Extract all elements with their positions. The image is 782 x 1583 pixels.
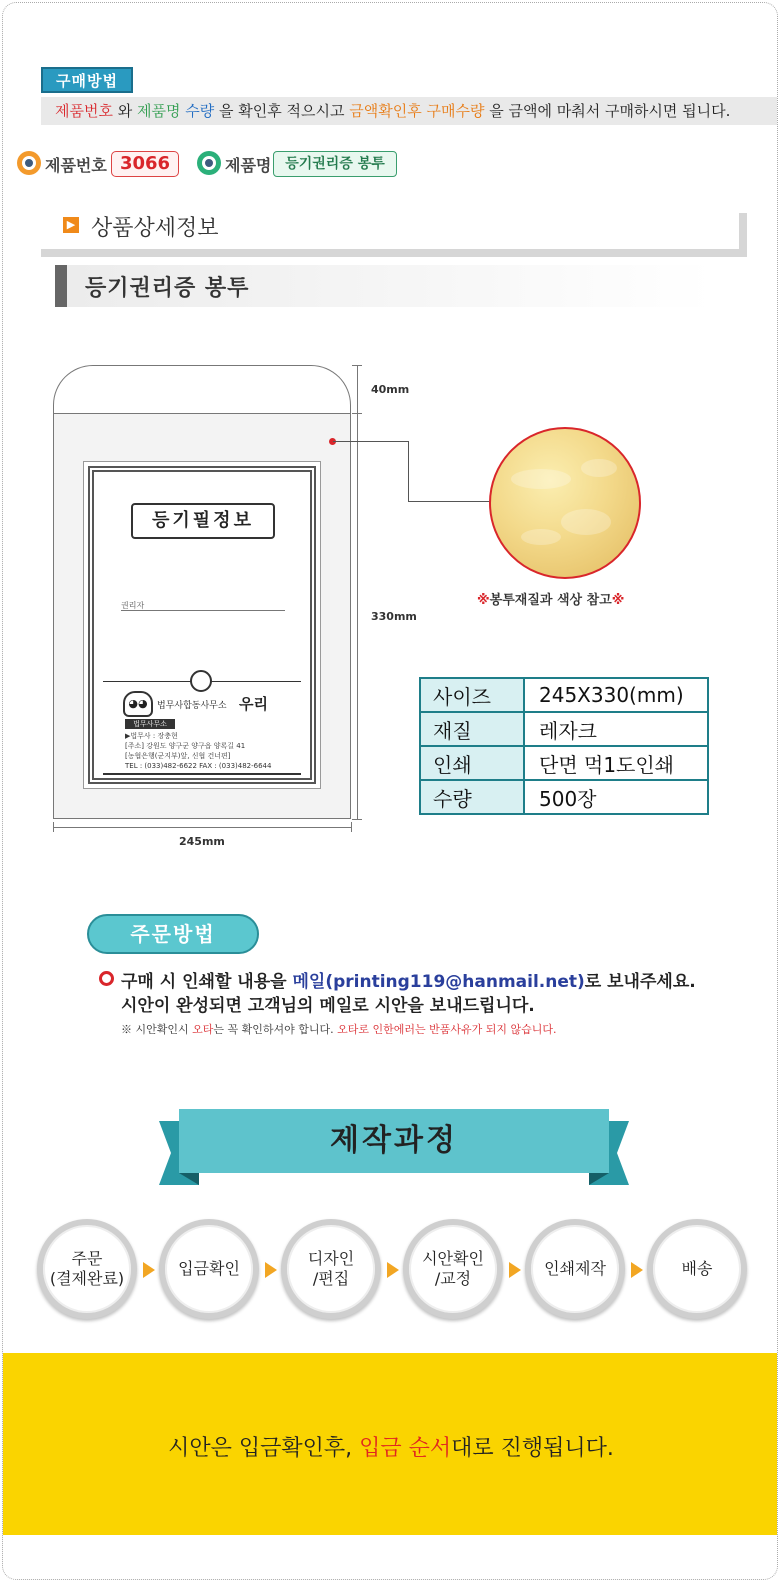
instruction-product-name: 제품명	[137, 102, 181, 120]
pointer-line	[333, 441, 409, 442]
table-row	[420, 712, 708, 746]
dimension-tick	[352, 413, 362, 414]
holder-label: 권리자	[121, 601, 145, 610]
mascot-icon: ◕◕	[123, 691, 153, 717]
instruction-text: 와	[112, 102, 137, 120]
arrow-right-icon	[387, 1262, 399, 1278]
process-step-printing: 인쇄제작	[525, 1219, 625, 1319]
note-text: ※ 시안확인시	[121, 1023, 193, 1036]
eye-icon	[17, 151, 41, 175]
order-note	[121, 1021, 557, 1037]
order-text: 로 보내주세요.	[584, 972, 696, 992]
instruction-purchase-quantity: 구매수량	[426, 102, 485, 120]
instruction-amount-check: 금액확인후	[349, 102, 422, 120]
dimension-tick	[53, 822, 54, 832]
registration-title: 등기필정보	[131, 503, 275, 539]
process-step-payment: 입금확인	[159, 1219, 259, 1319]
circle-bullet-icon	[99, 971, 114, 986]
instruction-text: 을 확인후 적으시고	[214, 102, 350, 120]
instruction-product-number: 제품번호	[55, 102, 113, 120]
dimension-tick	[351, 822, 352, 832]
dimension-line-horizontal	[53, 827, 351, 828]
office-info-line: [주소] 강원도 양구군 양구읍 양록길 41	[125, 742, 246, 750]
process-step-order: 주문 (결제완료)	[37, 1219, 137, 1319]
instruction-text: 을 금액에 마춰서 구매하시면 됩니다.	[484, 102, 731, 120]
dimension-tick	[352, 819, 362, 820]
product-name-value: 등기권리증 봉투	[273, 151, 397, 177]
footer-message	[3, 1431, 778, 1462]
order-method-title: 주문방법	[87, 914, 259, 954]
office-name: 법무사합동사무소	[157, 701, 227, 711]
table-row	[420, 678, 708, 712]
detail-header-title: 상품상세정보	[91, 216, 219, 241]
spec-key: 인쇄	[420, 746, 524, 780]
process-step-delivery: 배송	[647, 1219, 747, 1319]
order-instruction-line1	[121, 967, 696, 992]
reference-mark: ※	[611, 593, 625, 608]
spec-table	[419, 677, 709, 815]
holder-line	[121, 610, 285, 611]
process-step-design: 디자인 /편집	[281, 1219, 381, 1319]
note-highlight: 오타로 인한에러는 반품사유가 되지 않습니다.	[337, 1023, 557, 1036]
footer-highlight: 입금 순서	[359, 1436, 452, 1461]
spec-value: 500장	[524, 780, 708, 814]
process-title: 제작과정	[179, 1109, 609, 1173]
product-number-value: 3066	[111, 151, 179, 177]
dimension-flap: 40mm	[371, 383, 410, 396]
footer-text: 대로 진행됩니다.	[451, 1436, 614, 1461]
spec-value: 단면 먹1도인쇄	[524, 746, 708, 780]
purchase-method-badge: 구매방법	[41, 67, 133, 93]
arrow-right-icon	[631, 1262, 643, 1278]
dimension-width: 245mm	[179, 835, 225, 848]
product-page	[2, 2, 778, 1580]
purchase-instruction	[41, 97, 778, 125]
office-brand: 우리	[239, 695, 268, 713]
process-step-proof: 시안확인 /교정	[403, 1219, 503, 1319]
arrow-right-icon	[265, 1262, 277, 1278]
footer-text: 시안은 입금확인후,	[168, 1436, 360, 1461]
material-sample-swatch	[489, 427, 641, 579]
order-text: 구매 시 인쇄할 내용을	[121, 972, 293, 992]
office-tag: 법무사무소	[125, 719, 175, 729]
arrow-right-icon	[143, 1262, 155, 1278]
arrow-right-icon: ▶	[63, 217, 79, 233]
spec-key: 재질	[420, 712, 524, 746]
office-info-line: TEL : (033)482-6622 FAX : (033)482-6644	[125, 762, 272, 770]
office-info-line: [농협은행(군지부)앞, 신협 건너편]	[125, 752, 231, 760]
product-number-label: 제품번호	[45, 156, 107, 175]
product-subtitle: 등기권리증 봉투	[85, 276, 250, 301]
instruction-quantity: 수량	[185, 102, 215, 120]
pointer-line	[408, 441, 409, 501]
subhead-bar	[55, 265, 67, 307]
dimension-tick	[352, 365, 362, 366]
office-info	[125, 731, 271, 771]
ribbon-fold	[179, 1173, 199, 1185]
divider	[103, 773, 301, 775]
pointer-line	[408, 501, 490, 502]
table-row	[420, 746, 708, 780]
material-note-text: 봉투재질과 색상 참고	[489, 593, 612, 608]
office-info-line: ▶법무사 : 장충현	[125, 732, 178, 740]
note-highlight: 오타	[192, 1023, 214, 1036]
spec-key: 사이즈	[420, 678, 524, 712]
note-text: 는 꼭 확인하셔야 합니다.	[213, 1023, 338, 1036]
eye-icon	[197, 151, 221, 175]
arrow-right-icon	[509, 1262, 521, 1278]
dimension-line-vertical	[357, 365, 358, 819]
envelope-flap	[53, 365, 351, 415]
spec-value: 레자크	[524, 712, 708, 746]
table-row	[420, 780, 708, 814]
ribbon-fold	[589, 1173, 609, 1185]
dimension-height: 330mm	[371, 610, 417, 623]
material-note	[477, 589, 624, 608]
spec-value: 245X330(mm)	[524, 678, 708, 712]
order-email-link[interactable]: 메일(printing119@hanmail.net)	[292, 972, 585, 992]
order-instruction-line2: 시안이 완성되면 고객님의 메일로 시안을 보내드립니다.	[121, 996, 535, 1016]
reference-mark: ※	[477, 593, 490, 608]
seal-emblem-icon	[190, 670, 212, 692]
spec-key: 수량	[420, 780, 524, 814]
product-name-label: 제품명	[225, 156, 272, 175]
